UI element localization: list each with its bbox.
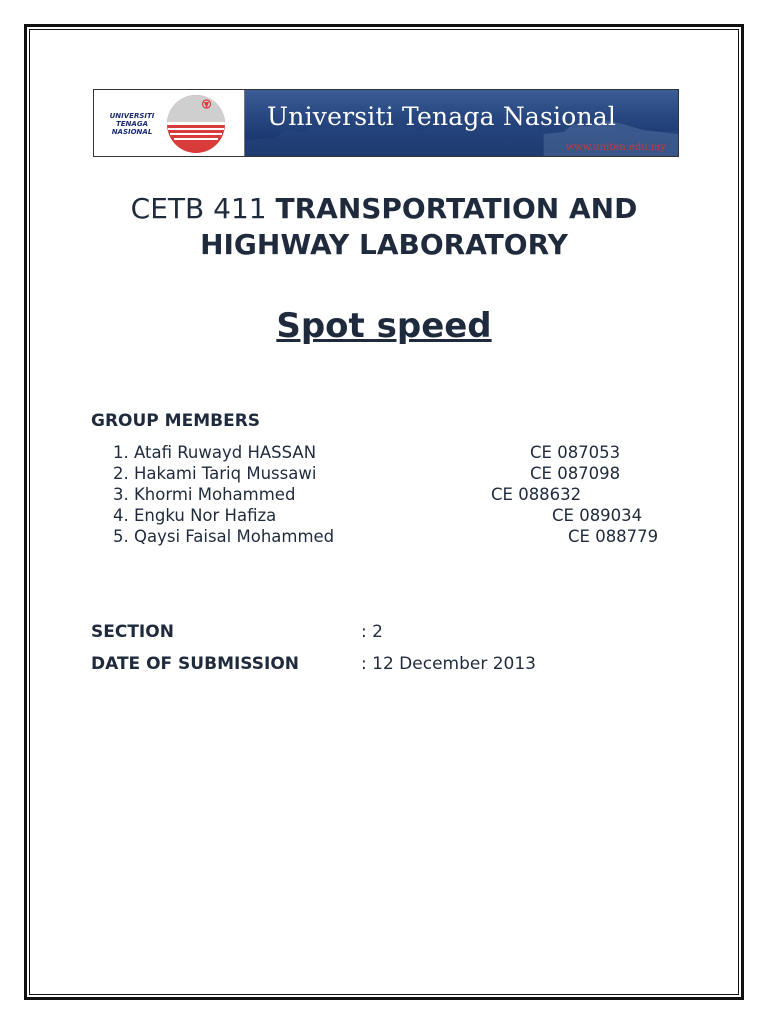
logo-emblem-icon xyxy=(164,92,228,156)
report-subtitle: Spot speed xyxy=(276,306,492,346)
university-banner xyxy=(93,89,679,157)
member-name: 3. Khormi Mohammed xyxy=(113,485,296,504)
member-id: CE 088632 xyxy=(491,485,582,504)
course-name-line-1: TRANSPORTATION AND xyxy=(275,192,638,225)
member-name: 1. Atafi Ruwayd HASSAN xyxy=(113,443,317,462)
logo-word-3: NASIONAL xyxy=(111,128,153,136)
submission-date-value: : 12 December 2013 xyxy=(361,654,536,674)
member-name: 2. Hakami Tariq Mussawi xyxy=(113,464,317,483)
banner-background xyxy=(245,90,678,156)
member-id: CE 088779 xyxy=(568,527,659,546)
course-title-line-1 xyxy=(60,192,708,225)
member-id: CE 087098 xyxy=(530,464,621,483)
logo-word-1: UNIVERSITI xyxy=(109,112,155,120)
university-logo xyxy=(94,90,245,156)
group-members-heading: GROUP MEMBERS xyxy=(91,411,261,431)
submission-date-label: DATE OF SUBMISSION xyxy=(91,654,300,674)
course-title-line-2 xyxy=(60,228,708,261)
member-id: CE 089034 xyxy=(552,506,643,525)
member-name: 4. Engku Nor Hafiza xyxy=(113,506,277,525)
logo-word-2: TENAGA xyxy=(116,120,148,128)
course-name-line-2: HIGHWAY LABORATORY xyxy=(200,228,568,261)
banner-url: www.uniten.edu.my xyxy=(565,142,666,153)
course-code: CETB 411 xyxy=(130,192,276,225)
logo-wordmark xyxy=(96,112,168,136)
section-label: SECTION xyxy=(91,622,174,642)
member-id: CE 087053 xyxy=(530,443,621,462)
section-value: : 2 xyxy=(361,622,383,642)
banner-title: Universiti Tenaga Nasional xyxy=(267,102,617,131)
member-name: 5. Qaysi Faisal Mohammed xyxy=(113,527,335,546)
